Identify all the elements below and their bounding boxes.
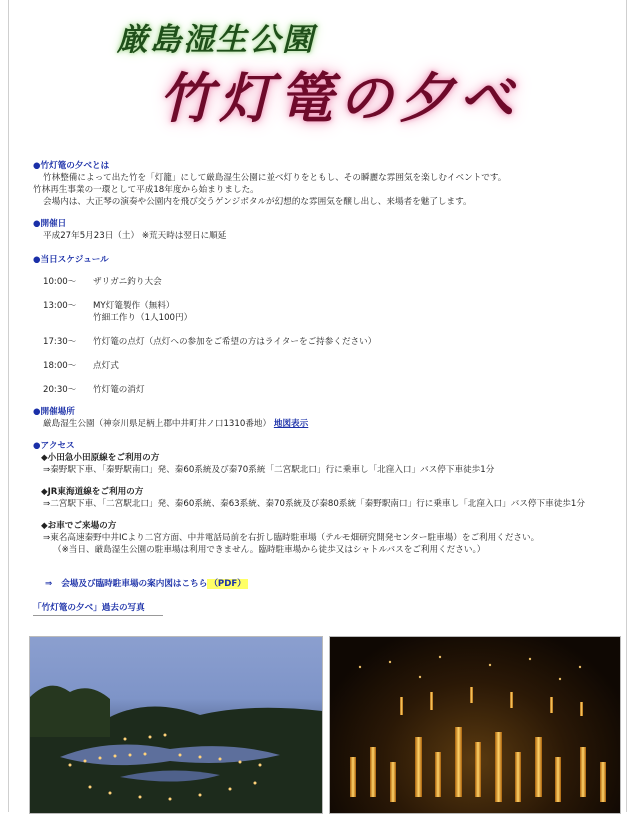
schedule-time: 10:00～ (43, 277, 77, 287)
schedule-item (43, 336, 618, 348)
jr-heading: ◆JR東海道線をご利用の方 (41, 487, 144, 497)
date-text: 平成27年5月23日（土） ※荒天時は翌日に順延 (43, 231, 227, 241)
park-dusk-scene (30, 637, 322, 813)
about-heading: ●竹灯篭の夕べとは (33, 161, 110, 171)
guide-map-link[interactable]: 会場及び臨時駐車場の案内図はこちら (61, 579, 208, 589)
schedule-time: 17:30～ (43, 337, 77, 347)
schedule-subtext: 竹細工作り（1人100円） (93, 313, 193, 323)
about-line-1: 竹林整備によって出た竹を「灯籠」にして厳島湿生公園に並べ灯りをともし、その瞬麗な雰囲気を楽しむイベントです。 (43, 173, 507, 183)
about-line-3: 会場内は、大正琴の演奏や公園内を飛び交うゲンジボタルが幻想的な雰囲気を醸し出し、来場者を魅了します。 (43, 197, 472, 207)
venue-address: 厳島湿生公園（神奈川県足柄上郡中井町井ノ口1310番地） (43, 419, 272, 429)
schedule-item-sub (43, 312, 618, 324)
bamboo-lantern-scene (330, 637, 620, 813)
odakyu-heading: ◆小田急小田原線をご利用の方 (41, 453, 160, 463)
schedule-text: 竹灯篭の消灯 (93, 385, 145, 395)
page-frame (8, 0, 627, 812)
schedule-time: 13:00～ (43, 301, 77, 311)
car-heading: ◆お車でご来場の方 (41, 521, 117, 531)
schedule-text: 竹灯篭の点灯（点灯への参加をご希望の方はライターをご持参ください） (93, 337, 377, 347)
pdf-link[interactable]: （PDF） (209, 579, 246, 589)
schedule-time: 18:00～ (43, 361, 77, 371)
car-text-2: （※当日、厳島湿生公園の駐車場は利用できません。臨時駐車場から徒歩又はシャトルバスをご利用ください。） (53, 545, 486, 555)
odakyu-text: ⇒秦野駅下車、「秦野駅南口」発、秦60系統及び秦70系統「二宮駅北口」行に乗車し「北窪入口」バス停下車徒歩1分 (43, 465, 495, 475)
venue-line (33, 418, 618, 430)
schedule-list (43, 276, 618, 396)
park-name-title: 厳島湿生公園 (117, 22, 315, 58)
guide-arrow: ⇒ (45, 579, 53, 589)
header-banner (9, 0, 626, 160)
schedule-heading: ●当日スケジュール (33, 255, 109, 265)
photo-park-dusk (29, 636, 323, 814)
event-title: 竹灯篭の夕べ (159, 66, 519, 130)
jr-text: ⇒二宮駅下車、「二宮駅北口」発、秦60系統、秦63系統、秦70系統及び秦80系統「秦野駅南口」行に乗車し「北窪入口」バス停下車徒歩1分 (43, 499, 585, 509)
schedule-item (43, 276, 618, 288)
map-link[interactable]: 地図表示 (273, 419, 309, 429)
schedule-time: 20:30～ (43, 385, 77, 395)
photo-gallery (29, 630, 629, 812)
photo-bamboo-lanterns (329, 636, 621, 814)
schedule-item (43, 384, 618, 396)
schedule-text: 点灯式 (93, 361, 119, 371)
about-line-2: 竹林再生事業の一環として平成18年度から始まりました。 (33, 185, 259, 195)
schedule-text: MY灯篭製作（無料） (93, 301, 175, 311)
schedule-text: ザリガニ釣り大会 (93, 277, 162, 287)
car-text-1: ⇒東名高速秦野中井ICより二宮方面、中井電話局前を右折し臨時駐車場（テルモ畑研究開発センター駐車場）をご利用ください。 (43, 533, 540, 543)
schedule-item (43, 360, 618, 372)
access-heading: ●アクセス (33, 441, 75, 451)
date-heading: ●開催日 (33, 219, 67, 229)
schedule-item (43, 300, 618, 312)
main-content (33, 160, 618, 616)
photo-section-title: 「竹灯篭の夕べ」過去の写真 (33, 602, 163, 616)
guide-map-line (33, 578, 618, 590)
venue-heading: ●開催場所 (33, 407, 75, 417)
